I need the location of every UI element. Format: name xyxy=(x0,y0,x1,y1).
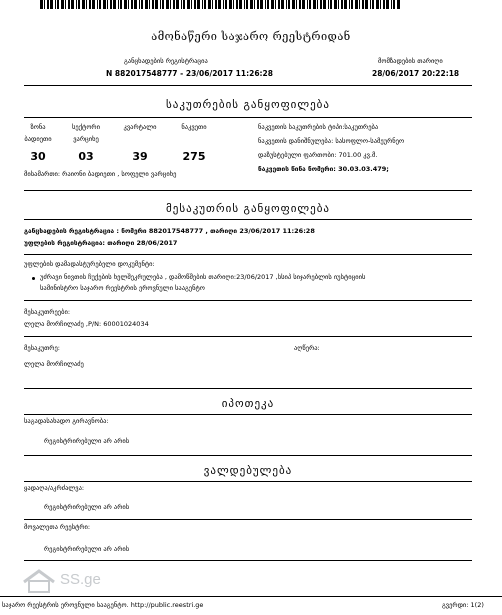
owner-name-2: ლელა მორჩილაძე xyxy=(24,360,84,368)
zone-subheader: ბადიეთი xyxy=(24,135,52,143)
obligations-section-title: ვალდებულება xyxy=(203,464,293,477)
barcode-bar xyxy=(155,0,158,9)
divider xyxy=(24,190,472,191)
parcel-purpose: ნაკვეთის დანიშნულება: სასოფლო-სამეურნეო xyxy=(258,137,405,145)
barcode-bar xyxy=(78,0,80,9)
owner-section-title: მესაკუთრის განყოფილება xyxy=(166,202,330,215)
barcode-bar xyxy=(160,0,161,9)
barcode-bar xyxy=(173,0,175,9)
barcode-bar xyxy=(176,0,179,9)
parcel-value: 275 xyxy=(182,150,206,163)
barcode-bar xyxy=(376,0,379,9)
agency-title: ამონაწერი საჯარო რეესტრიდან xyxy=(151,30,351,43)
zone-header: ზონა xyxy=(30,123,46,131)
barcode-bar xyxy=(120,0,122,9)
barcode-bar xyxy=(215,0,217,9)
barcode-bar xyxy=(328,0,329,9)
barcode-bar xyxy=(307,0,308,9)
registration-label: განცხადების რეგისტრაცია xyxy=(124,57,208,65)
barcode-bar xyxy=(181,0,182,9)
barcode-bar xyxy=(40,0,43,9)
barcode-bar xyxy=(47,0,49,9)
barcode-bar xyxy=(145,0,148,9)
barcode-bar xyxy=(309,0,311,9)
barcode-bar xyxy=(44,0,45,9)
watermark-logo xyxy=(22,568,132,594)
sector-header: სექტორი xyxy=(72,123,100,131)
barcode-bar xyxy=(380,0,381,9)
barcode-bar xyxy=(359,0,360,9)
barcode-bar xyxy=(208,0,211,9)
sector-value: 03 xyxy=(78,150,94,163)
divider xyxy=(24,254,472,255)
tax-lien-label: საგადასახადო გირავნობა: xyxy=(24,417,109,425)
barcode-bar xyxy=(110,0,112,9)
barcode-bar xyxy=(233,0,234,9)
barcode-bar xyxy=(223,0,224,9)
barcode-bar xyxy=(89,0,91,9)
owner-name: ლელა მორჩილაძე ,P/N: 60001024034 xyxy=(24,320,149,328)
barcode-bar xyxy=(344,0,347,9)
barcode-bar xyxy=(299,0,301,9)
barcode-bar xyxy=(302,0,305,9)
seizure-label: ყადაღა/აკრძალვა: xyxy=(24,484,85,492)
barcode-bar xyxy=(197,0,200,9)
barcode-bar xyxy=(183,0,185,9)
block-value: 39 xyxy=(132,150,148,163)
barcode-bar xyxy=(50,0,53,9)
footer-agency-link[interactable]: საჯარო რეესტრის ეროვნული სააგენტო. http://public.reestri.ge xyxy=(2,601,204,609)
bullet-icon xyxy=(32,277,35,280)
barcode-bar xyxy=(244,0,245,9)
barcode-bar xyxy=(229,0,232,9)
barcode-bar xyxy=(139,0,140,9)
barcode-bar xyxy=(86,0,87,9)
barcode-bar xyxy=(92,0,95,9)
barcode-bar xyxy=(131,0,133,9)
divider xyxy=(24,219,472,220)
barcode-bar xyxy=(260,0,263,9)
barcode-bar xyxy=(393,0,395,9)
barcode-bar xyxy=(292,0,295,9)
barcode-bar xyxy=(152,0,154,9)
barcode-bar xyxy=(250,0,253,9)
barcode-bar xyxy=(124,0,127,9)
barcode-bar xyxy=(257,0,259,9)
barcode-bar xyxy=(141,0,143,9)
barcode-bar xyxy=(334,0,337,9)
barcode-bar xyxy=(286,0,287,9)
barcode-bar xyxy=(323,0,326,9)
seizure-status: რეგისტრირებული არ არის xyxy=(44,503,130,511)
barcode-bar xyxy=(267,0,269,9)
barcode-bar xyxy=(68,0,70,9)
barcode-bar xyxy=(225,0,227,9)
property-section-title: საკუთრების განყოფილება xyxy=(166,98,330,111)
divider xyxy=(24,336,472,337)
registration-number: N 882017548777 - 23/06/2017 11:26:28 xyxy=(106,69,273,78)
parcel-ownership-type: ნაკვეთის საკუთრების ტიპი:საკუთრება xyxy=(258,123,379,131)
barcode-bar xyxy=(118,0,119,9)
barcode-bar xyxy=(113,0,116,9)
barcode-bar xyxy=(65,0,66,9)
barcode-bar xyxy=(134,0,137,9)
barcode-bar xyxy=(271,0,274,9)
sector-subheader: ვარციხე xyxy=(73,135,99,143)
barcode-bar xyxy=(355,0,358,9)
divider xyxy=(24,455,472,456)
prepared-label: მომზადების თარიღი xyxy=(378,57,443,65)
barcode-bar xyxy=(320,0,322,9)
basis-document-label: უფლების დამადასტურებელი დოკუმენტი: xyxy=(24,260,155,268)
barcode-bar xyxy=(278,0,280,9)
barcode-bar xyxy=(265,0,266,9)
barcode-bar xyxy=(288,0,290,9)
divider xyxy=(24,300,472,301)
barcode-bar xyxy=(341,0,343,9)
barcode-bar xyxy=(187,0,190,9)
divider xyxy=(24,388,472,389)
barcode-bar xyxy=(55,0,56,9)
barcode-bar xyxy=(218,0,221,9)
barcode-bar xyxy=(57,0,59,9)
barcode-bar xyxy=(372,0,374,9)
barcode-bar xyxy=(191,0,192,9)
barcode-bar xyxy=(204,0,206,9)
block-header: კვარტალი xyxy=(123,123,157,131)
divider xyxy=(24,117,472,118)
owners-label: მესაკუთრეები: xyxy=(24,308,71,316)
barcode-bar xyxy=(317,0,318,9)
barcode-bar xyxy=(313,0,316,9)
barcode-bar xyxy=(246,0,248,9)
basis-document-text-continued: სამინისტრო საჯარო რეესტრის ეროვნული სააგენტო xyxy=(40,284,205,292)
barcode-bar xyxy=(202,0,203,9)
zone-value: 30 xyxy=(30,150,46,163)
barcode-bar xyxy=(61,0,64,9)
debtor-registry-status: რეგისტრირებული არ არის xyxy=(44,545,130,553)
previous-cadastral-number: ნაკვეთის წინა ნომერი: 30.03.03.479; xyxy=(258,165,389,173)
watermark-text: SS.ge xyxy=(60,571,101,588)
barcode-bar xyxy=(391,0,392,9)
divider xyxy=(24,85,472,86)
barcode-bar xyxy=(103,0,106,9)
barcode-bar xyxy=(212,0,213,9)
barcode-bar xyxy=(236,0,238,9)
barcode-bar xyxy=(107,0,108,9)
barcode-bar xyxy=(386,0,389,9)
barcode-bar xyxy=(166,0,169,9)
barcode-bar xyxy=(296,0,297,9)
parcel-area: დაზუსტებული ფართობი: 701.00 კვ.მ. xyxy=(258,151,378,159)
barcode-bar xyxy=(71,0,74,9)
barcode-bar xyxy=(281,0,284,9)
owner-label: მესაკუთრე: xyxy=(24,344,60,352)
barcode-bar xyxy=(99,0,101,9)
divider xyxy=(24,481,472,482)
barcode-bar xyxy=(275,0,276,9)
barcode-bar xyxy=(338,0,339,9)
owner-registration-line: განცხადების რეგისტრაცია : ნომერი 882017548777 , თარიღი 23/06/2017 11:26:28 xyxy=(24,227,315,235)
right-registration-date: უფლების რეგისტრაცია: თარიღი 28/06/2017 xyxy=(24,239,178,247)
property-address: მისამართი: რაიონი ბადიეთი , სოფელი ვარციხე xyxy=(24,170,177,178)
barcode-bar xyxy=(351,0,353,9)
barcode-bar xyxy=(76,0,77,9)
tax-lien-status: რეგისტრირებული არ არის xyxy=(44,437,130,445)
barcode-bar xyxy=(239,0,242,9)
parcel-header: ნაკვეთი xyxy=(181,123,207,131)
barcode-bar xyxy=(170,0,171,9)
barcode xyxy=(0,0,502,11)
barcode-bar xyxy=(97,0,98,9)
barcode-bar xyxy=(194,0,196,9)
description-label: აღწერა: xyxy=(294,344,320,352)
divider xyxy=(24,414,472,415)
barcode-bar xyxy=(82,0,85,9)
divider xyxy=(24,519,472,520)
house-icon xyxy=(22,568,56,594)
barcode-bar xyxy=(349,0,350,9)
page-number: გვერდი: 1(2) xyxy=(442,601,484,609)
barcode-bar xyxy=(365,0,368,9)
barcode-bar xyxy=(330,0,332,9)
debtor-registry-label: მოვალეთა რეესტრი: xyxy=(24,523,91,531)
footer-divider xyxy=(0,596,502,597)
barcode-bar xyxy=(397,0,400,9)
barcode-bar xyxy=(128,0,129,9)
barcode-bar xyxy=(149,0,150,9)
basis-document-text: უძრავი ნივთის ჩუქების ხელშეკრულება , დამოწმების თარიღი:23/06/2017 ,სსიპ სიჯარებლის იუსტიციის xyxy=(40,273,366,281)
barcode-bar xyxy=(383,0,385,9)
barcode-bar xyxy=(362,0,364,9)
barcode-bar xyxy=(370,0,371,9)
prepared-date: 28/06/2017 20:22:18 xyxy=(372,69,460,78)
barcode-bar xyxy=(254,0,255,9)
divider xyxy=(24,560,472,561)
barcode-bar xyxy=(162,0,164,9)
mortgage-section-title: იპოთეკა xyxy=(221,397,275,410)
